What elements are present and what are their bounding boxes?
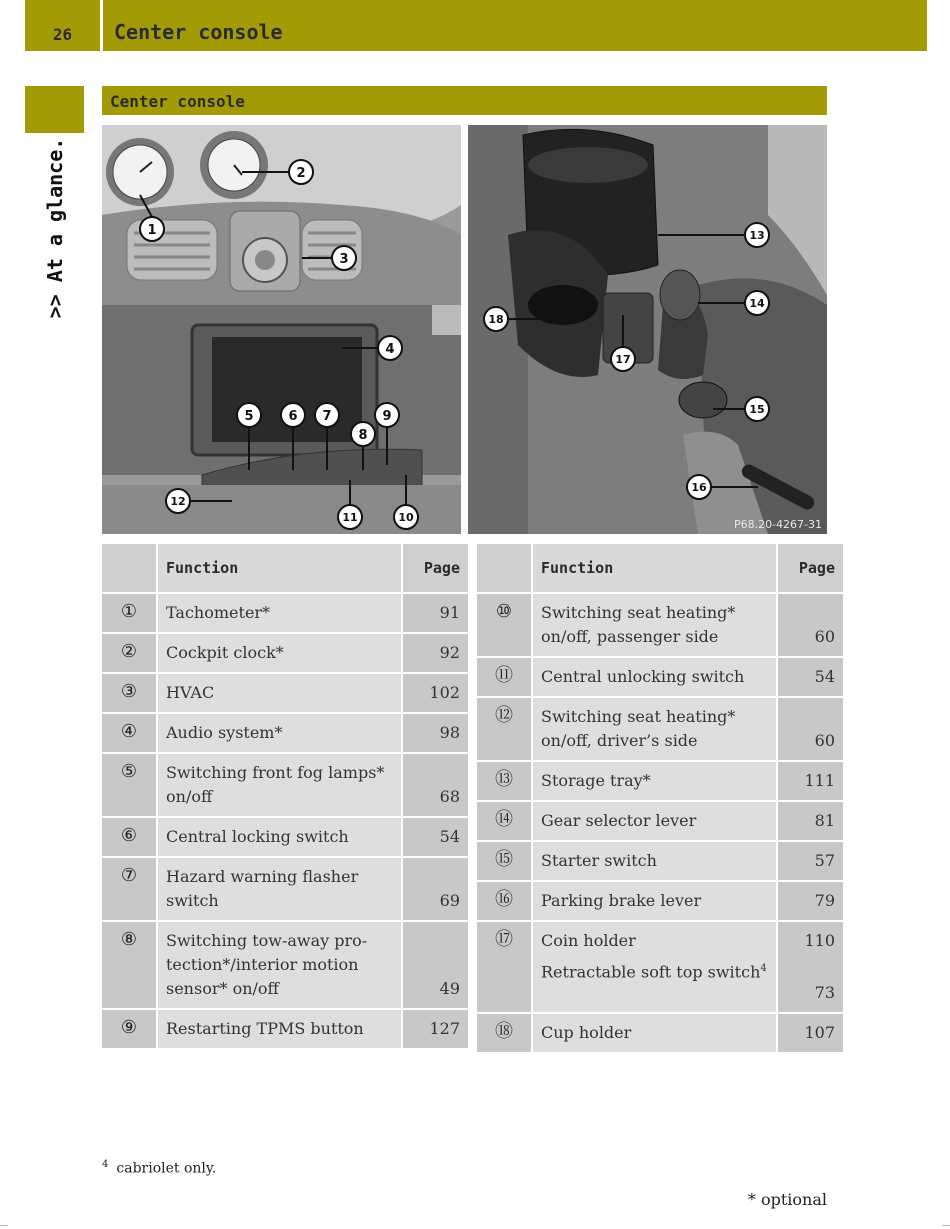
item-number: ⑥ [120, 825, 138, 846]
section-bar [102, 86, 827, 115]
table-row [102, 753, 468, 817]
table-row [102, 593, 468, 633]
table-row [477, 657, 843, 697]
table-row [477, 841, 843, 881]
table-row [477, 697, 843, 761]
header-page: Page [402, 544, 468, 593]
callout-13: 13 [749, 229, 765, 242]
callout-14: 14 [749, 297, 765, 310]
table-row [102, 713, 468, 753]
item-number: ⑯ [495, 889, 513, 910]
page-ref: 127 [402, 1009, 468, 1049]
callout-15: 15 [749, 403, 765, 416]
item-number: ⑪ [495, 665, 513, 686]
item-number: ⑰ [495, 929, 513, 950]
item-number: ① [120, 601, 138, 622]
function-text: Cup holder [532, 1013, 777, 1053]
footnote-text: cabriolet only. [116, 1160, 217, 1177]
page-ref: 49 [402, 921, 468, 1009]
function-text: Tachometer* [157, 593, 402, 633]
function-text: Switching tow-away pro-tection*/interior motion sensor* on/off [157, 921, 402, 1009]
function-text: Cockpit clock* [157, 633, 402, 673]
callout-10: 10 [398, 511, 414, 524]
function-subtext [541, 957, 770, 984]
function-table-left [102, 544, 468, 1050]
table-row [102, 633, 468, 673]
page-ref: 91 [402, 593, 468, 633]
callout-5: 5 [244, 409, 254, 424]
callout-9: 9 [382, 409, 392, 424]
footnote-ref: 4 [760, 963, 767, 974]
dashboard-photo [102, 125, 461, 534]
page-ref-cell [777, 921, 843, 1013]
callout-12: 12 [170, 495, 186, 508]
page-ref: 54 [777, 657, 843, 697]
console-photo [468, 125, 827, 534]
table-row [102, 817, 468, 857]
page-ref: 107 [777, 1013, 843, 1053]
footnote-marker: 4 [102, 1159, 109, 1170]
table-row [477, 761, 843, 801]
item-number: ② [120, 641, 138, 662]
table-row [102, 857, 468, 921]
page-ref: 57 [777, 841, 843, 881]
page-ref: 111 [777, 761, 843, 801]
function-text: Central locking switch [157, 817, 402, 857]
page-number: 26 [52, 25, 73, 44]
callout-8: 8 [358, 428, 368, 443]
item-number: ⑨ [120, 1017, 138, 1038]
header-divider [100, 0, 103, 51]
function-text: Restarting TPMS button [157, 1009, 402, 1049]
function-text: Gear selector lever [532, 801, 777, 841]
chapter-title: Center console [114, 20, 283, 44]
function-text: Audio system* [157, 713, 402, 753]
item-number: ⑩ [495, 601, 513, 622]
crop-mark [0, 1225, 8, 1226]
table-row [102, 673, 468, 713]
item-number: ③ [120, 681, 138, 702]
page-ref: 54 [402, 817, 468, 857]
function-text: Starter switch [532, 841, 777, 881]
header-num [477, 544, 532, 593]
header-num [102, 544, 157, 593]
function-text: Central unlocking switch [532, 657, 777, 697]
callout-3: 3 [339, 252, 349, 267]
callout-2: 2 [296, 166, 306, 181]
function-text: Switching front fog lamps* on/off [157, 753, 402, 817]
crop-mark [942, 1225, 950, 1226]
callout-7: 7 [322, 409, 332, 424]
page-ref: 92 [402, 633, 468, 673]
page-ref: 60 [777, 697, 843, 761]
function-text: HVAC [157, 673, 402, 713]
table-row [477, 881, 843, 921]
header-function: Function [157, 544, 402, 593]
function-subtext-label: Retractable soft top switch [541, 962, 761, 982]
side-tab-label: >> At a glance. [43, 137, 67, 319]
page-ref-sub: 73 [814, 983, 835, 1002]
callout-17: 17 [615, 353, 631, 366]
header-function: Function [532, 544, 777, 593]
page-ref: 79 [777, 881, 843, 921]
item-number: ⑦ [120, 865, 138, 886]
page-ref: 110 [804, 931, 835, 950]
table-row [477, 921, 843, 1013]
optional-note: * optional [747, 1190, 827, 1209]
callout-18: 18 [488, 313, 504, 326]
function-text: Switching seat heating* on/off, passenger side [532, 593, 777, 657]
page-ref: 102 [402, 673, 468, 713]
item-number: ⑭ [495, 809, 513, 830]
function-table-right [477, 544, 843, 1054]
function-text: Switching seat heating* on/off, driver’s side [532, 697, 777, 761]
callout-6: 6 [288, 409, 298, 424]
header-page: Page [777, 544, 843, 593]
page-ref: 98 [402, 713, 468, 753]
table-header-row [102, 544, 468, 593]
item-number: ⑱ [495, 1021, 513, 1042]
item-number: ④ [120, 721, 138, 742]
function-text: Coin holder [541, 931, 636, 950]
table-row [102, 1009, 468, 1049]
header-bar [25, 0, 927, 51]
callout-11: 11 [342, 511, 358, 524]
page-ref: 81 [777, 801, 843, 841]
item-number: ⑫ [495, 705, 513, 726]
table-header-row [477, 544, 843, 593]
page-ref: 68 [402, 753, 468, 817]
section-title: Center console [110, 92, 245, 111]
table-row [477, 801, 843, 841]
table-row [102, 921, 468, 1009]
item-number: ⑧ [120, 929, 138, 950]
page-ref: 69 [402, 857, 468, 921]
function-cell [532, 921, 777, 1013]
callout-1: 1 [147, 223, 157, 238]
function-text: Parking brake lever [532, 881, 777, 921]
item-number: ⑮ [495, 849, 513, 870]
footnote [102, 1159, 216, 1177]
page-ref: 60 [777, 593, 843, 657]
function-text: Storage tray* [532, 761, 777, 801]
side-tab [25, 86, 84, 133]
item-number: ⑤ [120, 761, 138, 782]
table-row [477, 1013, 843, 1053]
table-row [477, 593, 843, 657]
callout-16: 16 [691, 481, 707, 494]
callout-4: 4 [385, 342, 395, 357]
image-code: P68.20-4267-31 [733, 518, 822, 531]
function-text: Hazard warning flasher switch [157, 857, 402, 921]
item-number: ⑬ [495, 769, 513, 790]
